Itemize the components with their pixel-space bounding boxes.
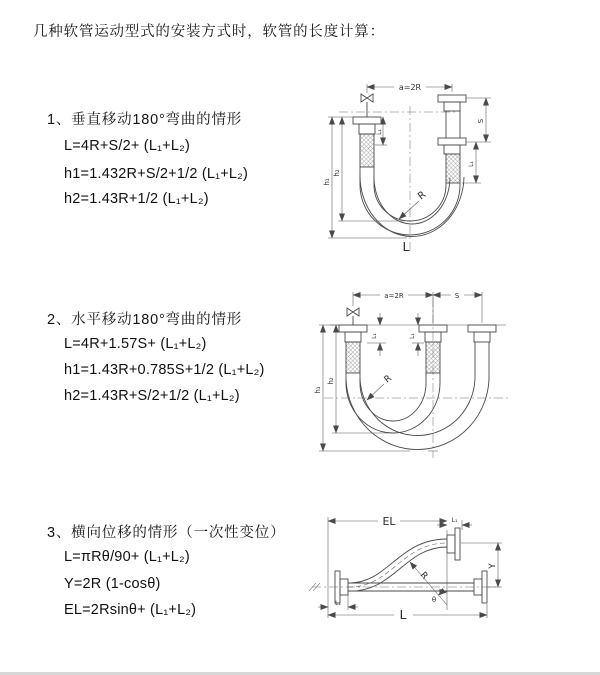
dimension-lines [318,517,502,618]
section-3-formula-L: L=πRθ/90+ (L₁+L₂) [64,549,190,565]
section-1-formula-h2: h2=1.43R+1/2 (L₁+L₂) [64,191,209,207]
valve-symbol [361,94,373,117]
dimension-lines [328,84,491,238]
dim-label-h1: h₁ [323,178,331,186]
dim-label-span: a=2R [398,83,422,92]
page-title: 几种软管运动型式的安装方式时，软管的长度计算： [33,24,385,40]
section-2-heading: 2、水平移动180°弯曲的情形 [47,312,243,328]
diagram-lateral-displacement [300,500,600,645]
dim-label-h2: h₂ [327,377,335,385]
dim-label-radius: R [416,189,429,203]
dim-label-travel: S [477,118,485,124]
dim-label-h1: h₁ [314,386,322,394]
flange-fittings [339,325,496,342]
dim-label-radius: R [417,570,430,582]
dimension-lines [319,292,482,451]
dim-label-el: EL [382,515,396,528]
dim-label-fitting-middle: L₁ [409,333,416,339]
dim-label-y: Y [488,563,498,569]
section-2-formula-h1: h1=1.43R+0.785S+1/2 (L₁+L₂) [64,362,265,378]
flange-fittings [335,528,487,603]
diagram-horizontal-180-bend [310,280,595,465]
section-3-formula-Y: Y=2R (1-cosθ) [64,576,161,592]
valve-symbol [347,308,359,325]
dim-label-fitting-top: L₁ [451,517,458,524]
centerlines [339,106,457,253]
dim-label-radius: R [382,373,394,386]
section-3-heading: 3、横向位移的情形（一次性变位） [47,525,286,541]
section-2-formula-h2: h2=1.43R+S/2+1/2 (L₁+L₂) [64,388,240,404]
centerlines [309,543,498,591]
hose-body [346,342,489,450]
dim-label-h2: h₂ [333,169,341,177]
dim-label-theta: θ [431,596,437,604]
dim-label-fitting-left: L₁ [335,600,341,607]
section-3-formula-EL: EL=2Rsinθ+ (L₁+L₂) [64,602,197,618]
diagram-vertical-180-bend [315,70,575,260]
section-1-formula-h1: h1=1.432R+S/2+1/2 (L₁+L₂) [64,166,249,182]
dim-label-fitting-right: L₁ [468,161,475,167]
dim-label-travel: S [454,292,460,300]
dim-label-fitting-left: L₁ [376,129,383,135]
dim-label-span: a=2R [384,292,404,300]
section-1-heading: 1、垂直移动180°弯曲的情形 [47,112,243,128]
dim-label-fitting-left: L₁ [371,333,378,339]
section-2-formula-L: L=4R+1.57S+ (L₁+L₂) [64,336,207,352]
dim-label-length: L [402,239,410,254]
section-1-formula-L: L=4R+S/2+ (L₁+L₂) [64,138,190,154]
dim-label-length: L [399,607,407,622]
